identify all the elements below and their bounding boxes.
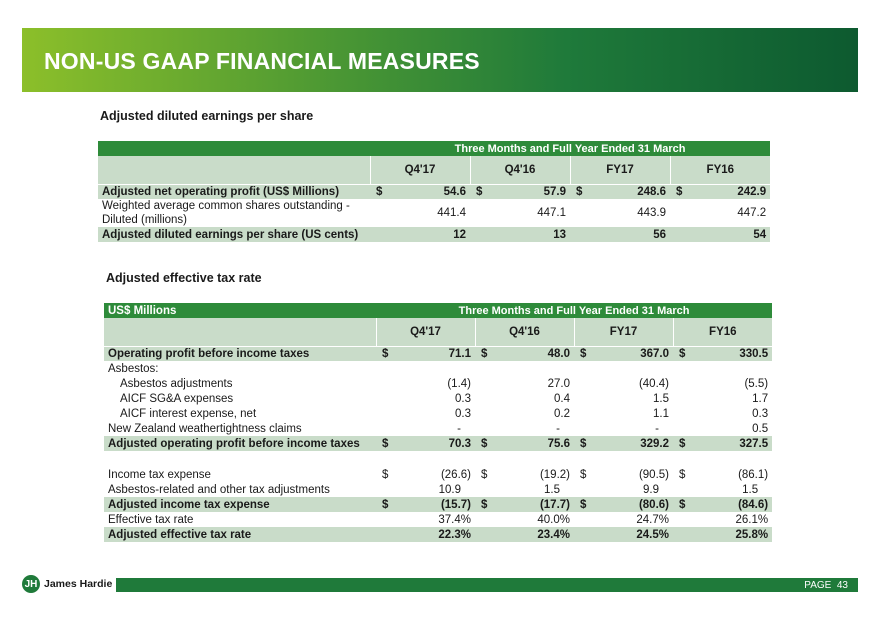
table-row	[104, 527, 772, 542]
row-label: Effective tax rate	[108, 513, 194, 526]
currency-symbol: $	[574, 346, 590, 361]
cell-value: 0.3	[455, 407, 471, 420]
currency-symbol: $	[370, 184, 386, 199]
table-row	[104, 512, 772, 527]
footer-bar	[116, 578, 858, 592]
table-row	[104, 467, 772, 482]
currency-symbol: $	[376, 497, 392, 512]
currency-symbol: $	[470, 184, 486, 199]
row-label: Asbestos-related and other tax adjustments	[108, 483, 330, 496]
cell-value: (84.6)	[689, 497, 772, 512]
row-label: Adjusted diluted earnings per share (US cents)	[98, 227, 370, 242]
table-row	[104, 436, 772, 451]
cell-value: (19.2)	[539, 468, 570, 481]
tax-column-header-row	[104, 318, 772, 346]
cell-value: 443.9	[637, 207, 666, 219]
cell-value: 0.5	[752, 422, 769, 435]
cell-value: 24.5%	[590, 527, 673, 542]
table-row	[104, 482, 772, 497]
table-row	[104, 497, 772, 512]
table-row	[104, 346, 772, 361]
cell-value: 57.9	[486, 184, 570, 199]
currency-symbol: $	[670, 184, 686, 199]
row-label: Income tax expense	[108, 468, 211, 481]
currency-symbol: $	[376, 346, 392, 361]
cell-value: 25.8%	[689, 527, 772, 542]
tax-table	[104, 303, 772, 542]
cell-value: 27.0	[547, 377, 570, 390]
tax-col-header: FY17	[574, 318, 673, 346]
cell-value: 24.7%	[636, 513, 669, 526]
cell-value: 48.0	[491, 346, 574, 361]
tax-col-header: FY16	[673, 318, 772, 346]
currency-symbol: $	[574, 497, 590, 512]
cell-value: (86.1)	[738, 468, 769, 481]
cell-value: 248.6	[586, 184, 670, 199]
currency-symbol: $	[382, 468, 389, 481]
row-label: AICF SG&A expenses	[120, 392, 234, 405]
currency-symbol: $	[679, 468, 686, 481]
currency-symbol: $	[580, 468, 587, 481]
table-row	[98, 184, 770, 199]
cell-value: 37.4%	[438, 513, 471, 526]
table-row	[104, 391, 772, 406]
eps-column-header-row	[98, 156, 770, 184]
logo-mark-icon: JH	[22, 575, 40, 593]
cell-value: (1.4)	[447, 377, 471, 390]
currency-symbol: $	[570, 184, 586, 199]
row-label: Asbestos:	[108, 362, 159, 375]
row-label-line: Weighted average common shares outstanding -	[102, 200, 350, 212]
cell-value: -	[655, 422, 659, 435]
currency-symbol: $	[673, 436, 689, 451]
cell-value: 1.5	[544, 483, 560, 496]
tax-group-header: Three Months and Full Year Ended 31 March	[376, 303, 772, 318]
cell-value: 75.6	[491, 436, 574, 451]
cell-value: 1.5	[742, 483, 759, 496]
cell-value: 1.1	[653, 407, 669, 420]
cell-value: 367.0	[590, 346, 673, 361]
cell-value: (5.5)	[744, 377, 769, 390]
cell-value: 242.9	[686, 184, 770, 199]
cell-value: 13	[486, 227, 570, 242]
row-label	[98, 199, 370, 227]
spacer-row	[104, 451, 772, 467]
row-label: Adjusted net operating profit (US$ Millions)	[98, 184, 370, 199]
row-label: Adjusted income tax expense	[104, 497, 376, 512]
company-logo	[22, 575, 112, 593]
cell-value: 22.3%	[392, 527, 475, 542]
unit-label: US$ Millions	[104, 303, 376, 318]
cell-value: 447.1	[537, 207, 566, 219]
currency-symbol: $	[475, 436, 491, 451]
cell-value: 12	[386, 227, 470, 242]
eps-group-header: Three Months and Full Year Ended 31 March	[370, 141, 770, 156]
currency-symbol: $	[481, 468, 488, 481]
row-label-line: Diluted (millions)	[102, 214, 187, 226]
logo-text: James Hardie	[44, 578, 113, 590]
cell-value: 9.9	[643, 483, 659, 496]
currency-symbol: $	[376, 436, 392, 451]
cell-value: 70.3	[392, 436, 475, 451]
cell-value: 1.5	[653, 392, 669, 405]
eps-col-header: Q4'17	[370, 156, 470, 184]
cell-value: 330.5	[689, 346, 772, 361]
currency-symbol: $	[673, 497, 689, 512]
cell-value: 0.3	[455, 392, 471, 405]
table-row	[104, 376, 772, 391]
cell-value: 447.2	[737, 207, 767, 219]
cell-value: (80.6)	[590, 497, 673, 512]
currency-symbol: $	[475, 346, 491, 361]
table-row	[104, 361, 772, 376]
cell-value: 441.4	[437, 207, 466, 219]
row-label: New Zealand weathertightness claims	[108, 422, 302, 435]
cell-value: (17.7)	[491, 497, 574, 512]
cell-value: 1.7	[752, 392, 769, 405]
eps-col-header: Q4'16	[470, 156, 570, 184]
page-title: NON-US GAAP FINANCIAL MEASURES	[44, 48, 480, 74]
tax-section-title: Adjusted effective tax rate	[106, 271, 262, 285]
cell-value: 71.1	[392, 346, 475, 361]
table-row	[98, 199, 770, 227]
table-row	[104, 406, 772, 421]
cell-value: 56	[586, 227, 670, 242]
cell-value: 40.0%	[537, 513, 570, 526]
eps-section-title: Adjusted diluted earnings per share	[100, 109, 314, 123]
cell-value: (90.5)	[638, 468, 669, 481]
cell-value: -	[556, 422, 560, 435]
tax-group-header-row	[104, 303, 772, 318]
title-banner	[22, 28, 858, 92]
currency-symbol: $	[475, 497, 491, 512]
eps-group-header-row	[98, 141, 770, 156]
cell-value: 54.6	[386, 184, 470, 199]
tax-col-header: Q4'17	[376, 318, 475, 346]
cell-value: 0.2	[554, 407, 570, 420]
cell-value: (40.4)	[638, 377, 669, 390]
cell-value: 0.4	[554, 392, 570, 405]
cell-value: 327.5	[689, 436, 772, 451]
currency-symbol: $	[673, 346, 689, 361]
cell-value: -	[457, 422, 461, 435]
cell-value: (15.7)	[392, 497, 475, 512]
cell-value: 26.1%	[735, 513, 769, 526]
row-label: Operating profit before income taxes	[104, 346, 376, 361]
row-label: Adjusted effective tax rate	[104, 527, 376, 542]
page-number: PAGE 43	[804, 580, 848, 591]
cell-value: 23.4%	[491, 527, 574, 542]
cell-value: 54	[686, 227, 770, 242]
cell-value: 10.9	[438, 483, 461, 496]
eps-col-header: FY17	[570, 156, 670, 184]
row-label: AICF interest expense, net	[120, 407, 257, 420]
row-label: Adjusted operating profit before income taxes	[104, 436, 376, 451]
currency-symbol: $	[574, 436, 590, 451]
eps-col-header: FY16	[670, 156, 770, 184]
cell-value: 329.2	[590, 436, 673, 451]
tax-col-header: Q4'16	[475, 318, 574, 346]
cell-value: (26.6)	[440, 468, 471, 481]
table-row	[98, 227, 770, 242]
cell-value: 0.3	[752, 407, 769, 420]
eps-table	[98, 141, 770, 242]
table-row	[104, 421, 772, 436]
row-label: Asbestos adjustments	[120, 377, 233, 390]
